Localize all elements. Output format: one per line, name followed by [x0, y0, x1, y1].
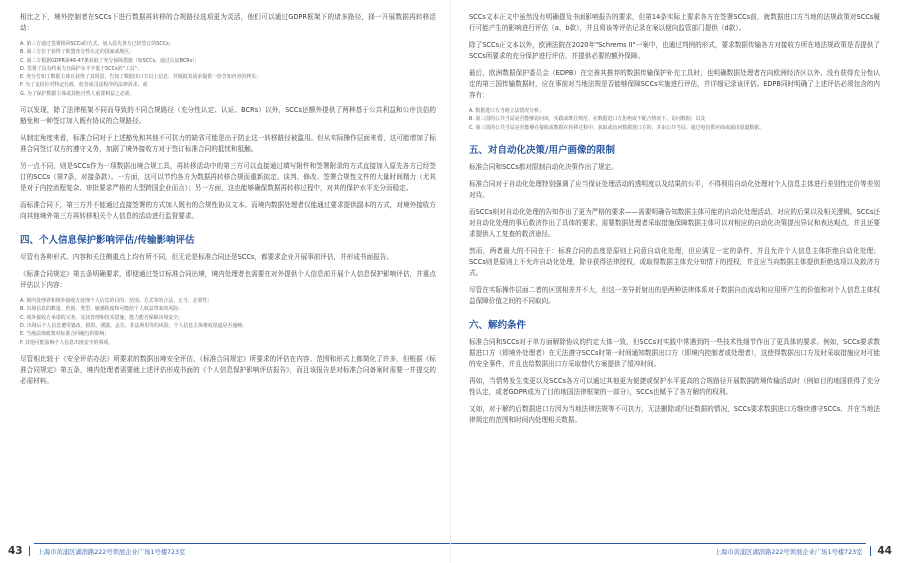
edpb-assessment-list [469, 107, 880, 132]
footer-rule [34, 543, 450, 544]
left-page-content [20, 12, 436, 540]
assessment-items-list [20, 297, 436, 347]
footer-address: 上海市黄浦区湖滨路222号领展企业广场1号楼723室 [37, 548, 186, 556]
paragraph: 标准合同对于自动化处理特别强调了应当保证处理活动的透明度以及结果的公平，不得利用自动化处理对个人信息主体进行差别性定价等差别对待。 [469, 179, 880, 199]
footer-address: 上海市黄浦区湖滨路222号领展企业广场1号楼723室 [714, 548, 863, 556]
list-item: F. 其他可能影响个人信息出境安全的事项。 [20, 339, 114, 346]
right-page [450, 0, 900, 563]
section-heading-6: 六、解约条件 [469, 319, 527, 331]
footer-rule [451, 543, 866, 544]
list-item: A. 境内处理者和境外接收方处理个人信息的目的、范围、方式等的合法、正当、必要性; [20, 298, 209, 305]
list-item: C. 第三方根据GDPR第46-47条获取了充分保障措施（如SCCs、通过认证BCRs）； [20, 57, 200, 64]
section-heading-5: 五、对自动化决策/用户画像的限制 [469, 144, 615, 156]
list-item: D. 出境后个人信息遭受篡改、损毁、泄露、丢失、非法利用等的风险，个人信息主体维权渠道是否通畅; [20, 322, 244, 329]
list-item: B. 出境信息的数量、范围、类型、敏感程度和可能给个人权益带来的风险; [20, 306, 180, 313]
paragraph: 除了SCCs正文本以外，欧洲法院在2020年"Schrems II"一案中，也通过判例的形式，要求数据传输各方对接收方所在地法规政策是否提供了SCCs所要求的充分保护进行评估，并提供必要的额外保障。 [469, 41, 880, 60]
paragraph: 然而，两者最大的不同在于：标准合同的态度是原则上同意自动化处理，但应满足一定的条件，并且允许个人信息主体拒绝自动化处理；SCCs则是原则上不允许自动化处理，除非获得法律授权，或取得数据主体充分知情下的授权，并且应当向数据主体提供拒绝选项以及救济方式。 [469, 246, 880, 277]
paragraph: 而标准合同下，第三方并不能通过直接签署的方式加入既有的合规性协议文本。而境内数据处理者仅能通过要求提供副本的方式，对境外接收方向其他境外第三方再转移相关个人信息的活动进行监督要求。 [20, 201, 436, 221]
list-item: C. 境外接收方承诺的义务、及其管理和技术措施、能力能否保障出境安全; [20, 314, 180, 321]
paragraph: 另一点不同，则是SCCs作为一项数据出境合规工具，再转移活动中的第三方可以直接通过填写附件和签署附录的方式直接加入原先各方已经签订的SCCs（第7条，对接条款）。一方面，这可以节约各方为数据再转移合规而重新拟定、谈判、修改、签署合规性文件的大量时间精力（尤其是对于内控流程复杂、审批要求严格的大型跨国企业而言）；另一方面，这也能够确保数据再转移过程中，对其的保护水平充分而稳定。 [20, 162, 436, 193]
page-number: 44 [877, 545, 892, 557]
right-page-content [469, 12, 880, 540]
paragraph: 尽管在实际操作层面二者的区别相差并不大，但这一差异折射出的是两种法律体系对于数据自由流动和应用所产生的价值和对个人信息主体权益保障价值之间的不同取向。 [469, 285, 880, 305]
paragraph: 尽管相比较于《安全评估办法》所要求的数据出境安全评估，《标准合同规定》所要求的评估在内容、范围和形式上都简化了许多，但根据《标准合同规定》第五条，境内处理者需要就上述评估形成书面的《个人信息保护影响评估报告》，而且该报告是对标准合同备案时需要一并提交的必需材料。 [20, 354, 436, 385]
list-item: A. 第三方通过签署相同SCCs的方式，加入原先各方已经签订的SCCs; [20, 41, 171, 47]
list-item: B. 第三国的公共当局是否能够访问该，实践或既往规范、在数据进口方拒绝或不配合情况下、访问数据；以及 [469, 116, 706, 123]
paragraph: 相比之下，境外控制者在SCCs下进行数据再转移的合规路径选项更为灵活，他们可以通过GDPR框架下的诸多路径，择一开展数据再转移活动： [20, 13, 436, 32]
paragraph: 又如，对于解约后数据进口方因为当地法律法规等不可抗力，无法删除或归还数据的情况，SCCs要求数据进口方继续遵守SCCs、并在当地法律规定的范围和时间内处理相关数据。 [469, 404, 880, 424]
paragraph: 标准合同和SCCs对于单方面解除协议的约定大体一致，但SCCs对实践中常遇到的一些技术性细节作出了更具体的要求。例如，SCCs要求数据进口方（即境外处理者）在无法遵守SCCs时第一时间通知数据出口方（即境内控制者或处理者），这使得数据出口方及时采取措施应对可能的安全事件，并且也给数据出口方采取替代方案提供了缓冲时间。 [469, 337, 880, 368]
paragraph: 标准合同和SCCs都对限制自动化决策作出了规定。 [469, 162, 618, 171]
list-item: A. 数据进口方当地立法情况分析； [469, 108, 544, 114]
section-heading-4: 四、个人信息保护影响评估/传输影响评估 [20, 235, 195, 247]
paragraph: 最后，欧洲数据保护委员会（EDPB）在完善其推荐的数据传输保护补充工具时，也明确数据处理者在向欧洲经济区以外、没有获得充分性认定的第三国传输数据时，应在事前对当地法规是否能够保障SCCs实施进行评估，并详细记录该评估。EDPB同时明确了上述评估必须包含的内容有： [469, 69, 880, 99]
list-item: C. 第三国的公共当局是否能够在接收或数据在转移过程中，获取或访问数据进口方的、并由公共当局，通过电信供应商或通讯渠道数据。 [469, 124, 765, 131]
list-item: E. 当地法规政策对标准合同履行的影响; [20, 331, 107, 338]
paragraph: 尽管有各种形式、内容和关注侧重点上均有所不同，但无论是标准合同还是SCCs，都要求企业开展事前评估，并形成书面报告。 [20, 253, 393, 262]
paragraph: 可以发现，除了法律框架不同而导致的不同合规路径（充分性认定、认证、BCRs）以外，SCCs还额外提供了两种基于公共利益和公序良俗的豁免和一种签订加入既有协议的合规路径。 [20, 106, 436, 126]
paragraph: SCCs文本正文中虽然没有明确提及书面影响报告的要求，但第14条实际上要求各方在签署SCCs前，就数据进口方当地的法规政策对SCCs履行可能产生的影响进行评估（a、b款），并且将该等评估记录在案以便向监管部门提供（d款）。 [469, 13, 880, 32]
footer-separator [29, 546, 30, 556]
footer-separator [870, 546, 871, 556]
paragraph: 《标准合同规定》第五条明确要求，即便通过签订标准合同出境，境内处理者也需要在对外提供个人信息前开展个人信息保护影响评估，并重点评估以下内容： [20, 270, 436, 290]
left-page-footer [0, 539, 450, 563]
list-item: B. 第三方位于获得了欧盟充分性认定的国家或地区; [20, 49, 131, 56]
paragraph: 从制定角度来看，标准合同对于上述豁免和其他不可抗力的缺省可能是出于防止这一转移路径被滥用。但从实际操作层面来看，这可能增加了标准合同签订双方的遵守义务，加剧了境外接收方对于签订标准合同的抵忧和抵触。 [20, 134, 436, 154]
page-number: 43 [8, 545, 23, 557]
list-item: G. 为了保护数据主体或其他自然人重要利益之必需。 [20, 90, 135, 97]
paragraph: 再如，当情势发生变更以及SCCs各方可以通过其他更为便捷或保护水平更高的合规路径开展数据跨境传输活动时（例如目的地国获得了充分性认定，或者GDPR成为了目的地国法律框架的一部分），SCCs也赋予了各方解约的权利。 [469, 376, 880, 396]
right-page-footer [451, 539, 900, 563]
re-transfer-options-list [20, 40, 436, 98]
list-item: D. 签署了具有约束力且保护水平不低于SCCs的"工具"； [20, 65, 142, 72]
list-item: F. 为了支持针对特定行政、监管或司法程序的法律诉求；或 [20, 82, 148, 89]
list-item: E. 充分告知了数据主体且获得了其同意，告知了数据出口方以上信息、并根据其请求提供一份告知内容的拷贝； [20, 74, 261, 81]
paragraph: 而SCCs则对自动化处理的告知作出了更为严格的要求——需要明确告知数据主体可能的自动化处理活动、对应的后果以及相关逻辑。SCCs还对自动化处理的事后救济作出了具体的要求，需要数据处理者采取措施保障数据主体可以对相应的自动化决策提出异议和表达观点，并且还要求提供人工复查的救济途径。 [469, 207, 880, 238]
